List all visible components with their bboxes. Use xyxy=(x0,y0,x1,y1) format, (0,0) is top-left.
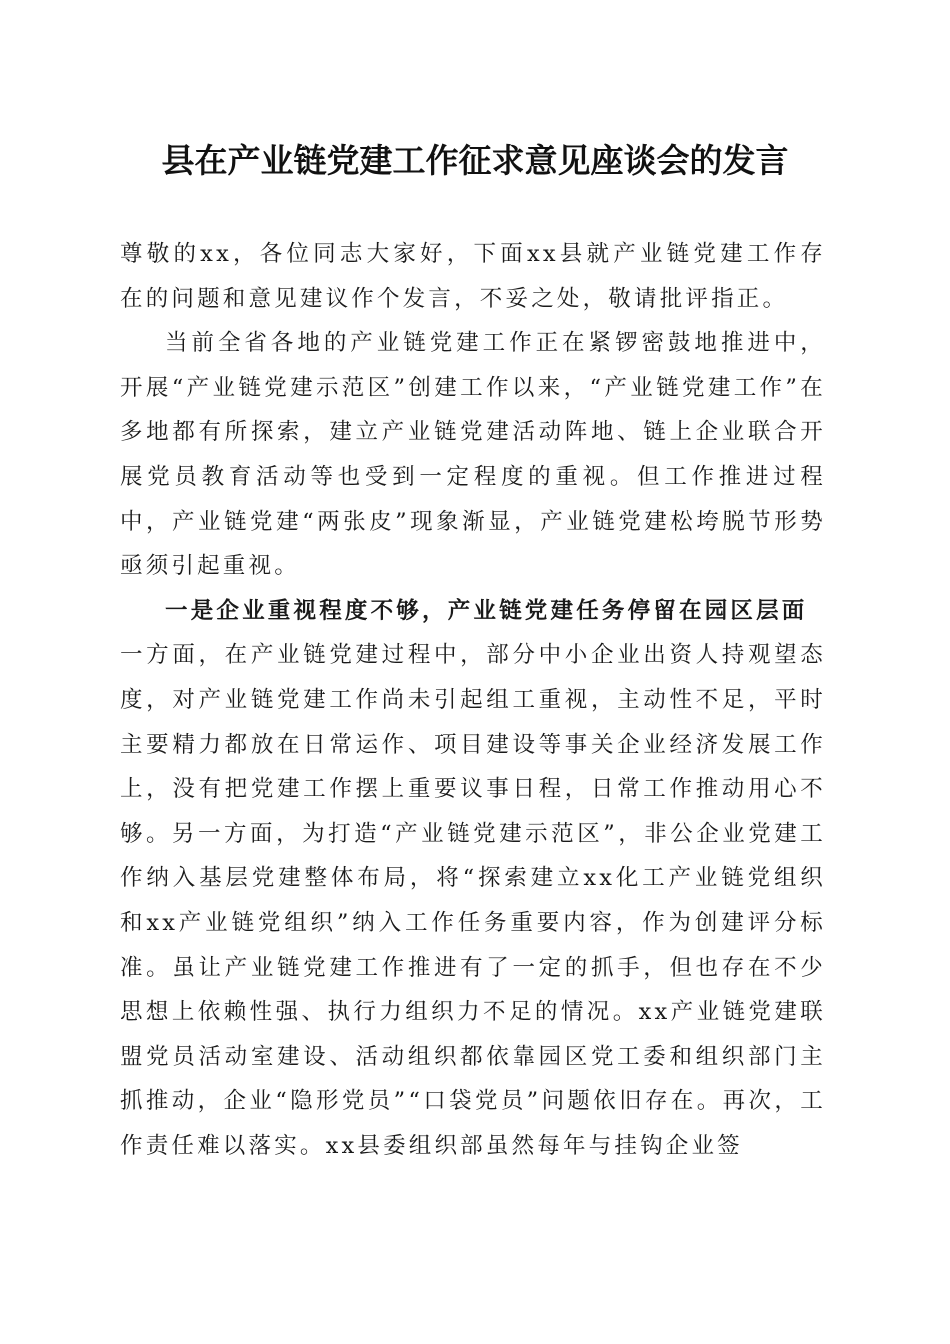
page-title: 县在产业链党建工作征求意见座谈会的发言 xyxy=(161,141,789,180)
paragraph-point-one-body: 一方面，在产业链党建过程中，部分中小企业出资人持观望态度，对产业链党建工作尚未引起组工重视，主动性不足，平时主要精力都放在日常运作、项目建设等事关企业经济发展工作上，没有把党建工作摆上重要议事日程，日常工作推动用心不够。另一方面，为打造“产业链党建示范区”，非公企业党建工作纳入基层党建整体布局，将“探索建立xx化工产业链党组织和xx产业链党组织”纳入工作任务重要内容，作为创建评分标准。虽让产业链党建工作推进有了一定的抓手，但也存在不少思想上依赖性强、执行力组织力不足的情况。xx产业链党建联盟党员活动室建设、活动组织都依靠园区党工委和组织部门主抓推动，企业“隐形党员”“口袋党员”问题依旧存在。再次，工作责任难以落实。xx县委组织部虽然每年与挂钩企业签 xyxy=(120,642,826,1159)
paragraph-background: 当前全省各地的产业链党建工作正在紧锣密鼓地推进中，开展“产业链党建示范区”创建工作以来，“产业链党建工作”在多地都有所探索，建立产业链党建活动阵地、链上企业联合开展党员教育活动等也受到一定程度的重视。但工作推进过程中，产业链党建“两张皮”现象渐显，产业链党建松垮脱节形势亟须引起重视。 xyxy=(120,330,826,580)
point-one-heading: 一是企业重视程度不够，产业链党建任务停留在园区层面 xyxy=(165,597,808,624)
document-body xyxy=(120,232,826,1168)
paragraph-opening: 尊敬的xx，各位同志大家好，下面xx县就产业链党建工作存在的问题和意见建议作个发言，不妥之处，敬请批评指正。 xyxy=(120,241,826,312)
